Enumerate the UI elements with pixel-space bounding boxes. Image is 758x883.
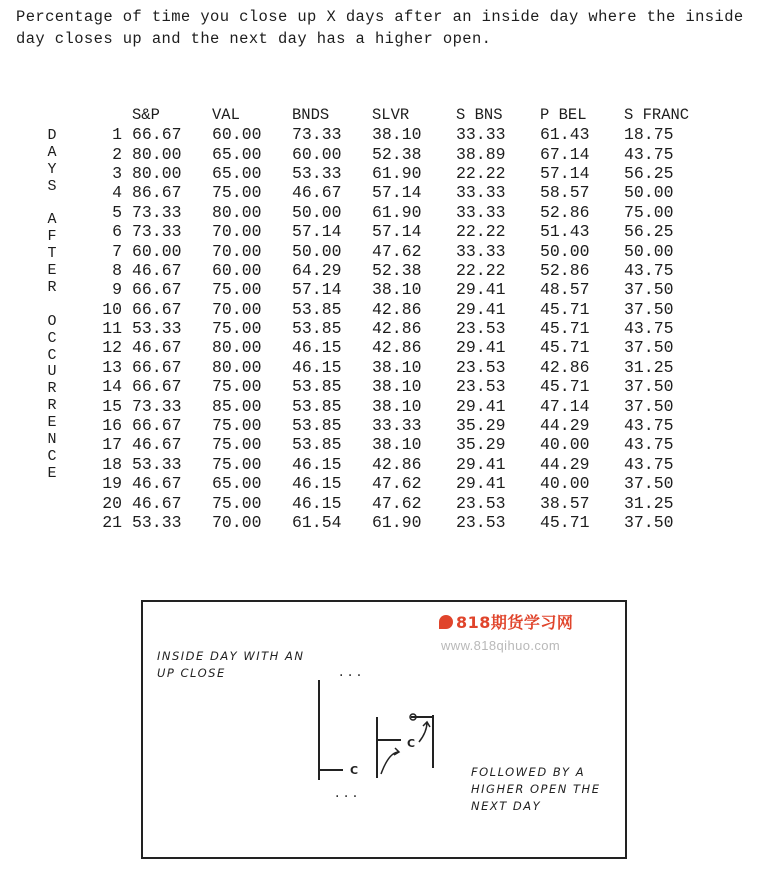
day-number-cell: 3: [112, 163, 122, 183]
vertical-label-letter: D: [47, 127, 57, 144]
table-row: [88, 377, 708, 396]
percentage-cell: 42.86: [372, 299, 422, 319]
vertical-label-letter: E: [47, 262, 57, 280]
percentage-cell: 46.67: [292, 183, 342, 203]
vertical-label-letter: C: [47, 447, 57, 465]
percentage-cell: 45.71: [540, 513, 590, 532]
percentage-cell: 29.41: [456, 280, 506, 300]
percentage-cell: 75.00: [624, 202, 674, 222]
percentage-cell: 37.50: [624, 474, 674, 494]
table-row: [88, 300, 708, 319]
day-number-cell: 17: [102, 435, 122, 455]
percentage-cell: 46.15: [292, 338, 342, 358]
percentage-cell: 73.33: [132, 222, 182, 242]
vertical-label-gap: [44, 196, 60, 213]
percentage-cell: 40.00: [540, 474, 590, 494]
percentage-cell: 57.14: [292, 280, 342, 300]
header-s-franc: S FRANC: [624, 106, 690, 124]
vertical-label-letter: A: [47, 143, 57, 161]
percentage-cell: 48.57: [540, 280, 590, 300]
arrow-to-inside-close: [381, 752, 399, 774]
percentage-cell: 73.33: [132, 202, 182, 222]
percentage-cell: 50.00: [624, 241, 674, 261]
percentage-cell: 38.89: [456, 144, 506, 164]
percentage-cell: 23.53: [456, 513, 506, 532]
vertical-label-letter: C: [47, 346, 57, 364]
percentage-cell: 38.10: [372, 357, 422, 377]
percentage-cell: 29.41: [456, 454, 506, 474]
percentage-cell: 37.50: [624, 338, 674, 358]
percentage-cell: 66.67: [132, 416, 182, 436]
percentage-cell: 22.22: [456, 222, 506, 242]
percentage-cell: 31.25: [624, 357, 674, 377]
percentage-cell: 38.10: [372, 396, 422, 416]
percentage-cell: 53.33: [292, 163, 342, 183]
percentage-cell: 50.00: [540, 241, 590, 261]
percentage-cell: 53.85: [292, 319, 342, 339]
percentage-cell: 57.14: [540, 163, 590, 183]
percentage-cell: 73.33: [132, 396, 182, 416]
percentage-cell: 43.75: [624, 454, 674, 474]
close-marker-2: C: [407, 737, 416, 750]
percentage-cell: 37.50: [624, 299, 674, 319]
table-row: [88, 183, 708, 202]
percentage-cell: 29.41: [456, 338, 506, 358]
percentage-cell: 57.14: [292, 222, 342, 242]
percentage-cell: 23.53: [456, 319, 506, 339]
percentage-cell: 80.00: [212, 338, 262, 358]
percentage-cell: 65.00: [212, 474, 262, 494]
percentage-cell: 43.75: [624, 319, 674, 339]
percentage-cell: 38.10: [372, 377, 422, 397]
percentage-cell: 23.53: [456, 493, 506, 513]
percentage-cell: 38.10: [372, 125, 422, 145]
percentage-cell: 31.25: [624, 493, 674, 513]
vertical-label-letter: N: [47, 431, 57, 449]
header-s-p: S&P: [132, 106, 160, 124]
percentage-cell: 56.25: [624, 163, 674, 183]
percentage-cell: 61.90: [372, 513, 422, 532]
inside-day-sketch: [141, 600, 627, 859]
day-number-cell: 9: [112, 280, 122, 300]
header-day-column: [88, 105, 132, 125]
percentage-cell: 80.00: [132, 144, 182, 164]
percentage-cell: 43.75: [624, 144, 674, 164]
percentage-cell: 66.67: [132, 280, 182, 300]
day-number-cell: 12: [102, 338, 122, 358]
percentage-cell: 60.00: [212, 125, 262, 145]
close-marker-1: C: [350, 764, 359, 777]
table-row: [88, 164, 708, 183]
percentage-cell: 47.14: [540, 396, 590, 416]
percentage-cell: 23.53: [456, 357, 506, 377]
watermark-logo-text: 818期货学习网: [456, 613, 574, 632]
vertical-label-letter: R: [47, 380, 57, 398]
percentage-cell: 46.15: [292, 454, 342, 474]
sketch-note-inside-day: INSIDE DAY WITH AN UP CLOSE: [157, 649, 305, 680]
dots-bottom: · · ·: [335, 789, 358, 805]
percentage-cell: 33.33: [456, 241, 506, 261]
vertical-label-letter: U: [47, 363, 57, 381]
day-number-cell: 13: [102, 357, 122, 377]
percentage-cell: 75.00: [212, 416, 262, 436]
percentage-cell: 80.00: [212, 202, 262, 222]
percentage-cell: 44.29: [540, 416, 590, 436]
percentage-cell: 29.41: [456, 299, 506, 319]
percentage-cell: 38.10: [372, 280, 422, 300]
vertical-label-letter: S: [47, 177, 57, 195]
percentage-cell: 57.14: [372, 222, 422, 242]
percentage-cell: 46.67: [132, 493, 182, 513]
percentage-cell: 38.57: [540, 493, 590, 513]
percentage-cell: 53.85: [292, 377, 342, 397]
price-bars-drawing: [143, 602, 625, 857]
percentage-cell: 35.29: [456, 416, 506, 436]
percentage-cell: 42.86: [372, 454, 422, 474]
table-row: [88, 222, 708, 241]
percentage-cell: 29.41: [456, 396, 506, 416]
percentage-cell: 42.86: [372, 319, 422, 339]
vertical-label-letter: C: [47, 329, 57, 347]
percentage-cell: 33.33: [456, 183, 506, 203]
percentage-table: [88, 105, 708, 532]
percentage-cell: 46.15: [292, 493, 342, 513]
day-number-cell: 2: [112, 144, 122, 164]
percentage-cell: 47.62: [372, 493, 422, 513]
percentage-cell: 70.00: [212, 513, 262, 532]
percentage-cell: 70.00: [212, 222, 262, 242]
percentage-cell: 29.41: [456, 474, 506, 494]
percentage-cell: 61.54: [292, 513, 342, 532]
table-row: [88, 261, 708, 280]
percentage-cell: 80.00: [212, 357, 262, 377]
percentage-cell: 53.85: [292, 435, 342, 455]
percentage-cell: 52.38: [372, 144, 422, 164]
vertical-label-letter: Y: [47, 160, 57, 178]
percentage-cell: 46.15: [292, 357, 342, 377]
percentage-cell: 42.86: [372, 338, 422, 358]
percentage-cell: 37.50: [624, 377, 674, 397]
table-row: [88, 144, 708, 163]
percentage-cell: 22.22: [456, 260, 506, 280]
table-row: [88, 280, 708, 299]
percentage-cell: 46.15: [292, 474, 342, 494]
table-row: [88, 455, 708, 474]
percentage-cell: 66.67: [132, 125, 182, 145]
percentage-cell: 43.75: [624, 435, 674, 455]
percentage-cell: 50.00: [292, 202, 342, 222]
percentage-cell: 75.00: [212, 183, 262, 203]
sketch-note-higher-open: FOLLOWED BY A HIGHER OPEN THE NEXT DAY: [471, 765, 601, 813]
percentage-cell: 53.85: [292, 416, 342, 436]
day-number-cell: 4: [112, 183, 122, 203]
percentage-cell: 75.00: [212, 319, 262, 339]
table-row: [88, 338, 708, 357]
percentage-cell: 64.29: [292, 260, 342, 280]
percentage-cell: 50.00: [624, 183, 674, 203]
percentage-cell: 40.00: [540, 435, 590, 455]
percentage-cell: 52.38: [372, 260, 422, 280]
percentage-cell: 43.75: [624, 416, 674, 436]
header-slvr: SLVR: [372, 106, 410, 124]
table-row: [88, 474, 708, 493]
percentage-cell: 33.33: [456, 202, 506, 222]
percentage-cell: 70.00: [212, 299, 262, 319]
percentage-cell: 66.67: [132, 299, 182, 319]
table-row: [88, 319, 708, 338]
percentage-cell: 47.62: [372, 474, 422, 494]
table-row: [88, 435, 708, 454]
percentage-cell: 43.75: [624, 260, 674, 280]
percentage-cell: 86.67: [132, 183, 182, 203]
percentage-cell: 52.86: [540, 260, 590, 280]
table-row: [88, 241, 708, 260]
table-header-row: [88, 105, 708, 125]
percentage-cell: 47.62: [372, 241, 422, 261]
percentage-cell: 75.00: [212, 377, 262, 397]
vertical-label-letter: O: [47, 312, 57, 330]
percentage-cell: 45.71: [540, 319, 590, 339]
percentage-cell: 60.00: [132, 241, 182, 261]
header-val: VAL: [212, 106, 240, 124]
day-number-cell: 18: [102, 454, 122, 474]
percentage-cell: 46.67: [132, 474, 182, 494]
vertical-label-letter: F: [47, 228, 57, 246]
percentage-cell: 65.00: [212, 144, 262, 164]
header-p-bel: P BEL: [540, 106, 587, 124]
day-number-cell: 20: [102, 493, 122, 513]
percentage-cell: 57.14: [372, 183, 422, 203]
day-number-cell: 6: [112, 222, 122, 242]
percentage-cell: 75.00: [212, 435, 262, 455]
vertical-label-gap: [44, 297, 60, 314]
day-number-cell: 7: [112, 241, 122, 261]
percentage-cell: 61.43: [540, 125, 590, 145]
percentage-cell: 65.00: [212, 163, 262, 183]
day-number-cell: 5: [112, 202, 122, 222]
table-row: [88, 203, 708, 222]
percentage-cell: 37.50: [624, 513, 674, 532]
percentage-cell: 73.33: [292, 125, 342, 145]
header-bnds: BNDS: [292, 106, 330, 124]
day-number-cell: 15: [102, 396, 122, 416]
percentage-cell: 46.67: [132, 260, 182, 280]
watermark-url: www.818qihuo.com: [441, 638, 561, 653]
percentage-cell: 37.50: [624, 280, 674, 300]
percentage-cell: 42.86: [540, 357, 590, 377]
percentage-cell: 66.67: [132, 357, 182, 377]
percentage-cell: 58.57: [540, 183, 590, 203]
vertical-label-letter: E: [47, 414, 57, 432]
percentage-cell: 75.00: [212, 454, 262, 474]
table-body: [88, 125, 708, 532]
percentage-cell: 45.71: [540, 299, 590, 319]
percentage-cell: 22.22: [456, 163, 506, 183]
percentage-cell: 46.67: [132, 435, 182, 455]
percentage-cell: 80.00: [132, 163, 182, 183]
vertical-axis-label: [44, 128, 60, 483]
vertical-label-letter: R: [47, 279, 57, 297]
percentage-cell: 45.71: [540, 377, 590, 397]
percentage-cell: 50.00: [292, 241, 342, 261]
percentage-cell: 61.90: [372, 202, 422, 222]
percentage-cell: 53.33: [132, 454, 182, 474]
percentage-cell: 23.53: [456, 377, 506, 397]
percentage-cell: 52.86: [540, 202, 590, 222]
percentage-cell: 44.29: [540, 454, 590, 474]
percentage-cell: 33.33: [372, 416, 422, 436]
percentage-cell: 56.25: [624, 222, 674, 242]
day-number-cell: 1: [112, 125, 122, 145]
header-s-bns: S BNS: [456, 106, 503, 124]
table-row: [88, 416, 708, 435]
intro-text: Percentage of time you close up X days after an inside day where the inside day closes up and the next day has a higher open.: [16, 8, 754, 48]
percentage-cell: 45.71: [540, 338, 590, 358]
day-number-cell: 21: [102, 513, 122, 532]
percentage-cell: 66.67: [132, 377, 182, 397]
percentage-cell: 46.67: [132, 338, 182, 358]
percentage-cell: 18.75: [624, 125, 674, 145]
percentage-cell: 53.85: [292, 299, 342, 319]
vertical-label-letter: R: [47, 397, 57, 415]
arrow-head-1: [394, 748, 399, 755]
percentage-cell: 70.00: [212, 241, 262, 261]
percentage-cell: 33.33: [456, 125, 506, 145]
percentage-cell: 37.50: [624, 396, 674, 416]
day-number-cell: 11: [102, 319, 122, 339]
table-row: [88, 396, 708, 415]
percentage-cell: 85.00: [212, 396, 262, 416]
vertical-label-letter: E: [47, 464, 57, 482]
table-row: [88, 513, 708, 532]
percentage-cell: 61.90: [372, 163, 422, 183]
percentage-cell: 75.00: [212, 493, 262, 513]
percentage-cell: 53.33: [132, 513, 182, 532]
percentage-cell: 60.00: [212, 260, 262, 280]
day-number-cell: 16: [102, 416, 122, 436]
percentage-cell: 75.00: [212, 280, 262, 300]
table-row: [88, 493, 708, 512]
day-number-cell: 8: [112, 260, 122, 280]
table-row: [88, 125, 708, 144]
percentage-cell: 53.33: [132, 319, 182, 339]
day-number-cell: 14: [102, 377, 122, 397]
table-row: [88, 358, 708, 377]
percentage-cell: 67.14: [540, 144, 590, 164]
vertical-label-letter: T: [47, 245, 57, 263]
vertical-label-letter: A: [47, 211, 57, 229]
percentage-cell: 60.00: [292, 144, 342, 164]
day-number-cell: 19: [102, 474, 122, 494]
percentage-cell: 53.85: [292, 396, 342, 416]
percentage-cell: 35.29: [456, 435, 506, 455]
dots-top: · · ·: [339, 668, 362, 684]
percentage-cell: 51.43: [540, 222, 590, 242]
day-number-cell: 10: [102, 299, 122, 319]
percentage-cell: 38.10: [372, 435, 422, 455]
